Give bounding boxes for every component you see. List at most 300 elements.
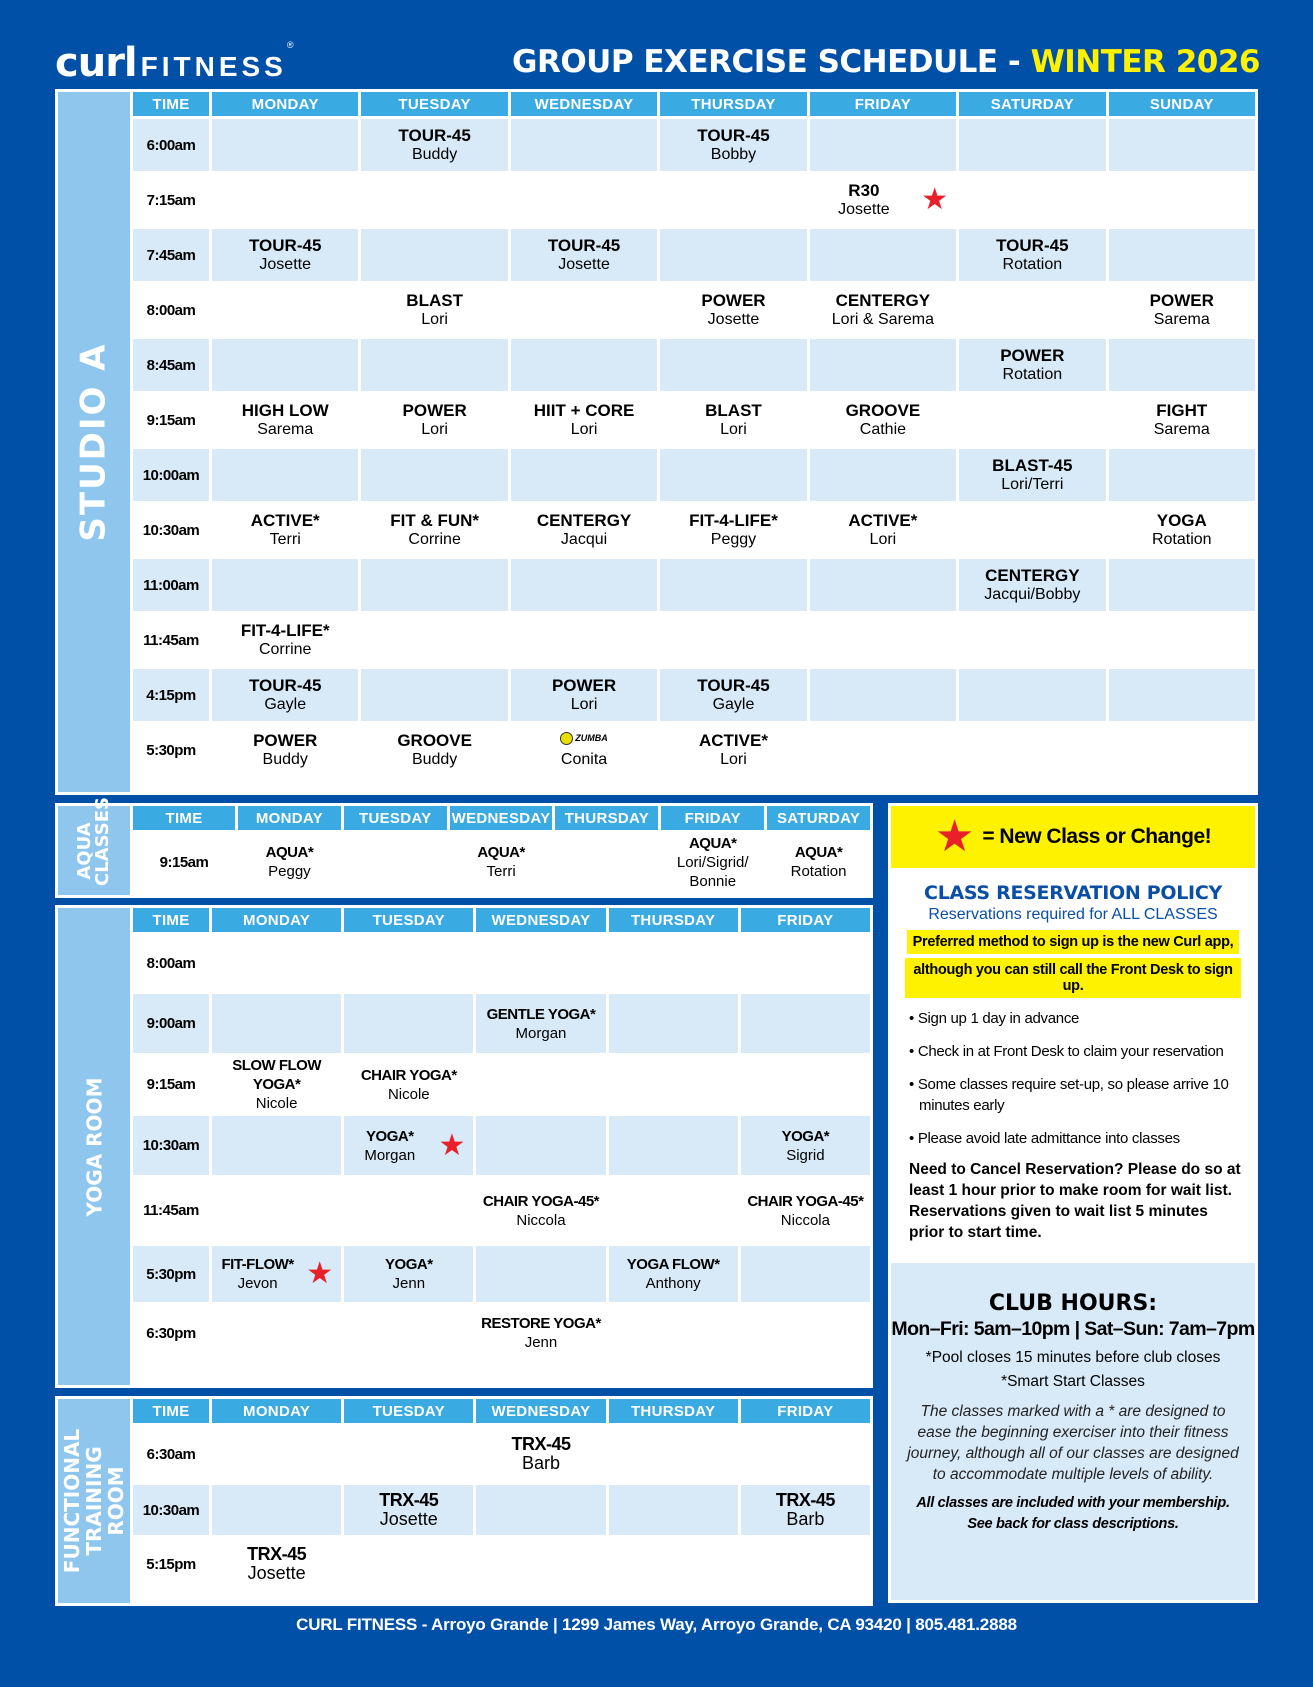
class-descriptions-note: See back for class descriptions.: [967, 1516, 1179, 1532]
empty-cell: [609, 1116, 738, 1175]
empty-cell: [212, 339, 358, 391]
class-cell[interactable]: [511, 669, 657, 721]
class-name: CHAIR YOGA-45*: [747, 1192, 864, 1210]
empty-cell: [1109, 614, 1255, 666]
instructor-name: Cathie: [859, 421, 907, 438]
class-name: YOGA*: [781, 1127, 830, 1145]
empty-cell: [609, 1305, 738, 1361]
class-name: HIIT + CORE: [533, 401, 635, 420]
class-name: ACTIVE*: [848, 511, 918, 530]
instructor-name: Josette: [247, 1563, 306, 1583]
empty-cell: [511, 339, 657, 391]
class-name: POWER: [551, 676, 617, 695]
hours-title: CLUB HOURS:: [988, 1291, 1158, 1316]
class-cell[interactable]: [212, 504, 358, 556]
class-name: TOUR-45: [697, 126, 770, 145]
policy-subtitle: Reservations required for ALL CLASSES: [928, 906, 1218, 923]
aqua-label: AQUA CLASSES: [58, 806, 130, 895]
class-name: TRX-45: [379, 1490, 439, 1510]
club-hours: [891, 1263, 1255, 1600]
class-name: YOGA: [1156, 511, 1207, 530]
empty-cell: [511, 614, 657, 666]
schedule-row: [133, 1305, 870, 1361]
aqua-schedule: [130, 803, 873, 894]
class-cell[interactable]: [810, 284, 956, 336]
instructor-name: Sarema: [1153, 421, 1210, 438]
instructor-name: Jevon: [237, 1275, 278, 1292]
instructor-name: Lori: [720, 751, 747, 768]
class-cell[interactable]: [1109, 504, 1255, 556]
column-header-tuesday: TUESDAY: [344, 806, 447, 830]
class-name: CENTERGY: [835, 291, 931, 310]
schedule-row: [133, 504, 1255, 556]
class-name: CHAIR YOGA-45*: [482, 1192, 600, 1210]
instructor-name: Peggy: [710, 531, 757, 548]
empty-cell: [476, 1056, 605, 1113]
title-main: GROUP EXERCISE SCHEDULE -: [512, 44, 1031, 80]
time-cell: 7:15am: [133, 174, 209, 226]
time-cell: 9:15am: [133, 833, 235, 891]
time-cell: 11:45am: [133, 614, 209, 666]
instructor-name: Barb: [786, 1509, 825, 1529]
time-cell: 6:00am: [133, 119, 209, 171]
logo-curl: curl: [55, 40, 137, 86]
yoga-room-panel: [55, 905, 873, 1388]
instructor-name: Sarema: [257, 421, 314, 438]
instructor-name: Jacqui/Bobby: [984, 586, 1081, 603]
policy-bullets: [905, 1008, 1241, 1149]
empty-cell: [660, 614, 806, 666]
column-header-tuesday: TUESDAY: [344, 908, 473, 932]
class-name: POWER: [402, 401, 467, 420]
class-name: TOUR-45: [248, 236, 322, 255]
class-cell[interactable]: [741, 1178, 870, 1243]
empty-cell: [212, 449, 358, 501]
header-row: [133, 1399, 870, 1423]
empty-cell: [361, 559, 507, 611]
registered-mark: ®: [286, 40, 294, 50]
legend-text: = New Class or Change!: [982, 825, 1212, 848]
instructor-name: Jenn: [524, 1334, 558, 1351]
schedule-row: [133, 339, 1255, 391]
class-name: AQUA*: [477, 844, 525, 861]
empty-cell: [212, 559, 358, 611]
class-name: AQUA*: [688, 834, 737, 852]
class-name: GROOVE: [845, 401, 921, 420]
schedule-row: [133, 229, 1255, 281]
policy-bullet: • Sign up 1 day in advance: [909, 1010, 1080, 1027]
column-header-monday: MONDAY: [212, 908, 341, 932]
class-cell[interactable]: [511, 724, 657, 776]
schedule-row: [133, 1116, 870, 1175]
empty-cell: [741, 935, 870, 991]
class-cell[interactable]: [212, 1056, 341, 1113]
class-cell[interactable]: [810, 174, 956, 226]
class-cell[interactable]: [609, 1246, 738, 1302]
instructor-name: Josette: [259, 256, 311, 273]
instructor-name: Terri: [486, 863, 516, 880]
functional-training-panel: [55, 1396, 873, 1606]
empty-cell: [212, 1178, 341, 1243]
column-header-time: TIME: [133, 908, 209, 932]
empty-cell: [660, 229, 806, 281]
empty-cell: [609, 1426, 738, 1482]
instructor-name: Rotation: [1002, 256, 1063, 273]
schedule-row: [133, 1538, 870, 1590]
instructor-name: Buddy: [411, 751, 458, 768]
empty-cell: [344, 1178, 473, 1243]
column-header-sunday: SUNDAY: [1109, 92, 1255, 116]
class-cell[interactable]: [810, 504, 956, 556]
header-row: [133, 908, 870, 932]
aqua-panel: [55, 796, 873, 898]
column-header-saturday: SATURDAY: [767, 806, 870, 830]
class-cell[interactable]: [212, 1538, 341, 1590]
class-name: AQUA*: [265, 844, 314, 861]
class-name: RESTORE YOGA*: [481, 1315, 601, 1332]
class-cell[interactable]: [959, 559, 1105, 611]
zumba-logo-icon: ZUMBA: [560, 732, 608, 745]
curl-fitness-logo: [55, 40, 294, 86]
instructor-name: Lori: [869, 531, 897, 548]
empty-cell: [609, 994, 738, 1053]
empty-cell: [810, 449, 956, 501]
class-cell[interactable]: [511, 394, 657, 446]
class-cell[interactable]: [959, 449, 1105, 501]
class-name: CHAIR YOGA*: [360, 1066, 457, 1084]
class-cell[interactable]: [660, 504, 806, 556]
class-name: TRX-45: [775, 1490, 835, 1510]
empty-cell: [511, 119, 657, 171]
empty-cell: [212, 994, 341, 1053]
empty-cell: [344, 1538, 473, 1590]
empty-cell: [810, 339, 956, 391]
class-cell[interactable]: [660, 669, 806, 721]
instructor-name: Lori: [421, 421, 448, 438]
instructor-name: Lori: [570, 696, 598, 713]
instructor-name: Morgan: [364, 1146, 416, 1164]
empty-cell: [476, 1485, 605, 1535]
empty-cell: [1109, 669, 1255, 721]
instructor-name: Rotation: [1151, 531, 1212, 548]
empty-cell: [741, 1056, 870, 1113]
class-name: YOGA*: [385, 1256, 433, 1273]
class-cell[interactable]: [660, 724, 806, 776]
column-header-monday: MONDAY: [238, 806, 341, 830]
empty-cell: [212, 1426, 341, 1482]
empty-cell: [609, 1178, 738, 1243]
time-cell: 6:30pm: [133, 1305, 209, 1361]
class-cell[interactable]: [741, 1116, 870, 1175]
smart-start-note: *Smart Start Classes: [1001, 1373, 1145, 1390]
instructor-name: Lori: [720, 421, 747, 438]
class-name: FIT-4-LIFE*: [689, 511, 778, 530]
class-name: CENTERGY: [985, 566, 1080, 585]
empty-cell: [810, 669, 956, 721]
empty-cell: [1109, 174, 1255, 226]
schedule-row: [133, 284, 1255, 336]
empty-cell: [476, 1538, 605, 1590]
page-title: [512, 44, 1260, 80]
empty-cell: [344, 833, 447, 891]
schedule-row: [133, 449, 1255, 501]
schedule-row: [133, 559, 1255, 611]
class-cell[interactable]: [212, 1246, 341, 1302]
empty-cell: [1109, 229, 1255, 281]
empty-cell: [609, 1538, 738, 1590]
empty-cell: [741, 1305, 870, 1361]
instructor-name: Josette: [838, 201, 890, 218]
time-cell: 10:30am: [133, 1485, 209, 1535]
empty-cell: [361, 229, 507, 281]
class-cell[interactable]: [344, 1246, 473, 1302]
empty-cell: [361, 669, 507, 721]
class-cell[interactable]: [660, 119, 806, 171]
column-header-wednesday: WEDNESDAY: [476, 908, 605, 932]
time-cell: 9:15am: [133, 394, 209, 446]
empty-cell: [344, 1426, 473, 1482]
class-cell[interactable]: [959, 229, 1105, 281]
empty-cell: [511, 449, 657, 501]
class-name: GENTLE YOGA*: [486, 1005, 596, 1023]
column-header-friday: FRIDAY: [810, 92, 956, 116]
new-class-legend: [891, 806, 1255, 868]
app-signup-note: Preferred method to sign up is the new Curl app,: [907, 930, 1240, 954]
empty-cell: [476, 1246, 605, 1302]
class-cell[interactable]: [476, 1305, 605, 1361]
empty-cell: [344, 935, 473, 991]
empty-cell: [212, 284, 358, 336]
instructor-name: Nicole: [387, 1085, 430, 1103]
class-name: FIT-FLOW*: [221, 1256, 294, 1273]
class-name: TOUR-45: [248, 676, 322, 695]
time-cell: 7:45am: [133, 229, 209, 281]
empty-cell: [511, 174, 657, 226]
empty-cell: [741, 1538, 870, 1590]
class-cell[interactable]: [767, 833, 870, 891]
empty-cell: [212, 119, 358, 171]
class-name: BLAST: [406, 291, 463, 310]
class-name: BLAST-45: [992, 456, 1073, 475]
empty-cell: [344, 1305, 473, 1361]
schedule-row: [133, 1426, 870, 1482]
empty-cell: [741, 994, 870, 1053]
column-header-wednesday: WEDNESDAY: [476, 1399, 605, 1423]
page-header: [55, 38, 1260, 88]
instructor-name: Lori/Terri: [1001, 476, 1064, 493]
schedule-row: [133, 1485, 870, 1535]
column-header-thursday: THURSDAY: [660, 92, 806, 116]
instructor-name: Lori: [570, 421, 598, 438]
empty-cell: [555, 833, 658, 891]
front-desk-note: although you can still call the Front Desk to sign up.: [905, 958, 1241, 998]
hours-times: Mon–Fri: 5am–10pm | Sat–Sun: 7am–7pm: [891, 1318, 1255, 1340]
new-class-star-icon: ★: [921, 183, 949, 216]
class-cell[interactable]: [361, 394, 507, 446]
empty-cell: [511, 284, 657, 336]
logo-fitness: FITNESS: [140, 51, 287, 82]
class-cell[interactable]: [361, 284, 507, 336]
schedule-row: [133, 119, 1255, 171]
column-header-thursday: THURSDAY: [609, 908, 738, 932]
class-name: TRX-45: [247, 1544, 307, 1564]
class-cell[interactable]: [344, 1485, 473, 1535]
instructor-name: Morgan: [515, 1024, 567, 1042]
schedule-row: [133, 1246, 870, 1302]
class-cell[interactable]: [476, 994, 605, 1053]
time-cell: 10:30am: [133, 504, 209, 556]
instructor-name: Niccola: [780, 1211, 830, 1229]
empty-cell: [361, 614, 507, 666]
schedule-row: [133, 614, 1255, 666]
time-cell: 11:45am: [133, 1178, 209, 1243]
policy-bullet: • Please avoid late admittance into classes: [909, 1130, 1180, 1147]
instructor-name: Terri: [269, 531, 301, 548]
instructor-name: Lori: [421, 311, 448, 328]
schedule-row: [133, 833, 870, 891]
class-cell[interactable]: [344, 1056, 473, 1113]
instructor-name: Bobby: [710, 146, 757, 163]
instructor-name: Buddy: [262, 751, 308, 768]
class-cell[interactable]: [361, 119, 507, 171]
class-cell[interactable]: [212, 724, 358, 776]
cancel-policy: Need to Cancel Reservation? Please do so at least 1 hour prior to make room for wait list. Reservations given to wait list 5 minutes prior to start time.: [909, 1161, 1241, 1241]
empty-cell: [660, 559, 806, 611]
class-cell[interactable]: [212, 394, 358, 446]
class-name: HIGH LOW: [241, 401, 329, 420]
time-cell: 8:45am: [133, 339, 209, 391]
empty-cell: [660, 449, 806, 501]
class-name: TRX-45: [511, 1434, 571, 1454]
functional-training-label: FUNCTIONAL TRAINING ROOM: [58, 1399, 130, 1603]
class-name: YOGA FLOW*: [626, 1256, 720, 1273]
empty-cell: [212, 1116, 341, 1175]
empty-cell: [810, 724, 956, 776]
class-cell[interactable]: [660, 284, 806, 336]
instructor-name: Gayle: [264, 696, 307, 713]
empty-cell: [959, 174, 1105, 226]
class-cell[interactable]: [361, 724, 507, 776]
class-name: TOUR-45: [398, 126, 471, 145]
info-panel: [888, 803, 1258, 1603]
time-cell: 11:00am: [133, 559, 209, 611]
class-name: POWER: [701, 291, 766, 310]
class-cell[interactable]: [212, 229, 358, 281]
time-cell: 9:15am: [133, 1056, 209, 1113]
schedule-row: [133, 1178, 870, 1243]
column-header-friday: FRIDAY: [741, 1399, 870, 1423]
column-header-tuesday: TUESDAY: [344, 1399, 473, 1423]
empty-cell: [959, 614, 1105, 666]
class-cell[interactable]: [511, 229, 657, 281]
class-cell[interactable]: [212, 669, 358, 721]
empty-cell: [361, 449, 507, 501]
empty-cell: [959, 119, 1105, 171]
empty-cell: [476, 1116, 605, 1175]
schedule-row: [133, 394, 1255, 446]
reservation-policy: [891, 868, 1255, 1243]
class-name: TOUR-45: [996, 236, 1069, 255]
instructor-name: Anthony: [645, 1275, 701, 1292]
schedule-row: [133, 174, 1255, 226]
empty-cell: [1109, 119, 1255, 171]
class-name: SLOW FLOW YOGA*: [232, 1057, 321, 1093]
schedule-row: [133, 669, 1255, 721]
instructor-name: Jenn: [392, 1275, 426, 1292]
class-cell[interactable]: [661, 833, 764, 891]
time-cell: 9:00am: [133, 994, 209, 1053]
class-cell[interactable]: [1109, 284, 1255, 336]
empty-cell: [212, 1485, 341, 1535]
empty-cell: [511, 559, 657, 611]
studio-a-label: STUDIO A: [58, 92, 130, 792]
class-name: R30: [848, 181, 880, 200]
time-cell: 6:30am: [133, 1426, 209, 1482]
class-cell[interactable]: [238, 833, 341, 891]
header-row: [133, 92, 1255, 116]
instructor-name: Conita: [560, 750, 608, 768]
class-cell[interactable]: [1109, 394, 1255, 446]
studio-a-panel: [55, 89, 1258, 795]
empty-cell: [344, 994, 473, 1053]
class-cell[interactable]: [511, 504, 657, 556]
class-name: GROOVE: [397, 731, 472, 750]
column-header-monday: MONDAY: [212, 1399, 341, 1423]
instructor-name: Sarema: [1153, 311, 1210, 328]
empty-cell: [609, 1485, 738, 1535]
class-name: ACTIVE*: [250, 511, 320, 530]
policy-bullet: • Some classes require set-up, so please arrive 10 minutes early: [909, 1076, 1229, 1114]
empty-cell: [1109, 559, 1255, 611]
empty-cell: [959, 394, 1105, 446]
smart-start-description: The classes marked with a * are designed to ease the beginning exerciser into their fitness journey, although all of our classes are designed to accommodate multiple levels of ability.: [907, 1403, 1239, 1483]
instructor-name: Lori/Sigrid/ Bonnie: [676, 853, 749, 890]
class-cell[interactable]: [361, 504, 507, 556]
column-header-friday: FRIDAY: [661, 806, 764, 830]
pool-note: *Pool closes 15 minutes before club closes: [925, 1349, 1221, 1366]
class-cell[interactable]: [450, 833, 553, 891]
class-cell[interactable]: [810, 394, 956, 446]
yoga-room-schedule: [130, 905, 873, 1364]
class-cell[interactable]: [959, 339, 1105, 391]
empty-cell: [959, 284, 1105, 336]
empty-cell: [361, 339, 507, 391]
class-name: POWER: [1149, 291, 1214, 310]
empty-cell: [1109, 339, 1255, 391]
instructor-name: Nicole: [255, 1095, 298, 1112]
instructor-name: Peggy: [268, 863, 311, 880]
time-cell: 5:30pm: [133, 1246, 209, 1302]
empty-cell: [609, 1056, 738, 1113]
class-cell[interactable]: [741, 1485, 870, 1535]
time-cell: 4:15pm: [133, 669, 209, 721]
column-header-wednesday: WEDNESDAY: [450, 806, 553, 830]
time-cell: 8:00am: [133, 284, 209, 336]
class-cell[interactable]: [476, 1178, 605, 1243]
empty-cell: [810, 229, 956, 281]
footer-address: CURL FITNESS - Arroyo Grande | 1299 James Way, Arroyo Grande, CA 93420 | 805.481.2888: [296, 1615, 1017, 1634]
empty-cell: [212, 935, 341, 991]
class-cell[interactable]: [212, 614, 358, 666]
instructor-name: Josette: [558, 256, 610, 273]
empty-cell: [660, 174, 806, 226]
empty-cell: [810, 614, 956, 666]
class-cell[interactable]: [344, 1116, 473, 1175]
class-cell[interactable]: [660, 394, 806, 446]
class-cell[interactable]: [476, 1426, 605, 1482]
empty-cell: [959, 669, 1105, 721]
instructor-name: Barb: [521, 1453, 560, 1473]
